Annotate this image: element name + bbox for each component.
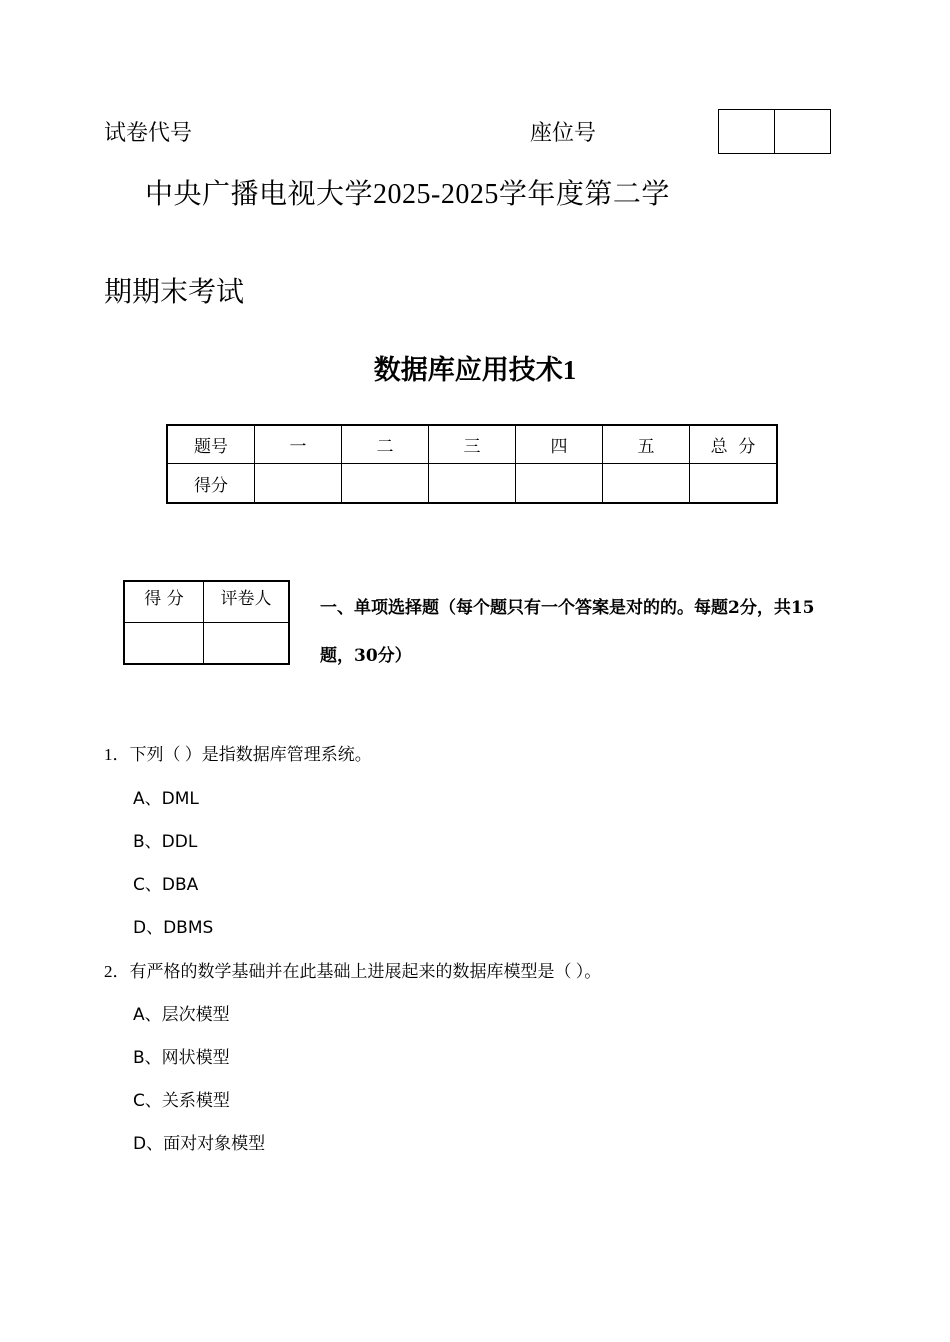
grader-name-label: 评卷人: [204, 581, 290, 623]
question-option: B、DDL: [133, 832, 198, 852]
score-summary-table: [166, 424, 778, 504]
score-table-header-row: [167, 425, 777, 464]
question-stem: 2．有严格的数学基础并在此基础上进展起来的数据库模型是（ ）。: [104, 962, 602, 981]
score-table-header-cell: 总 分: [690, 425, 778, 464]
score-entry-cell[interactable]: [603, 464, 690, 504]
grader-table: [123, 580, 290, 665]
question-option: C、DBA: [133, 875, 199, 895]
course-title: 数据库应用技术1: [373, 355, 577, 385]
exam-code-label: 试卷代号: [104, 121, 193, 146]
seat-number-cell[interactable]: [774, 110, 830, 153]
seat-number-label: 座位号: [530, 121, 597, 146]
score-table-header-cell: 一: [255, 425, 342, 464]
score-entry-cell[interactable]: [342, 464, 429, 504]
score-table-header-cell: 三: [429, 425, 516, 464]
score-entry-cell[interactable]: [690, 464, 778, 504]
score-table-header-cell: 四: [516, 425, 603, 464]
score-row-label: 得分: [167, 464, 255, 504]
grader-score-label: 得 分: [124, 581, 204, 623]
question-option: D、DBMS: [133, 918, 214, 938]
score-table-score-row: [167, 464, 777, 504]
question-stem: 1．下列（ ）是指数据库管理系统。: [104, 745, 372, 764]
score-table-header-cell: 五: [603, 425, 690, 464]
score-table-header-cell: 题号: [167, 425, 255, 464]
score-entry-cell[interactable]: [429, 464, 516, 504]
section-heading: 一、单项选择题（每个题只有一个答案是对的的。每题2分，共15题，30分）: [320, 598, 815, 666]
score-entry-cell[interactable]: [255, 464, 342, 504]
score-table-header-cell: 二: [342, 425, 429, 464]
score-entry-cell[interactable]: [516, 464, 603, 504]
exam-title-line-1: 中央广播电视大学2025-2025学年度第二学: [145, 179, 670, 210]
question-option: B、网状模型: [133, 1048, 230, 1068]
seat-number-box[interactable]: [718, 109, 831, 154]
question-option: C、关系模型: [133, 1091, 230, 1111]
question-option: A、层次模型: [133, 1005, 230, 1025]
seat-number-cell[interactable]: [719, 110, 774, 153]
exam-title-line-2: 期期末考试: [104, 277, 245, 308]
grader-name-cell[interactable]: [204, 623, 290, 665]
question-option: D、面对对象模型: [133, 1134, 266, 1154]
grader-score-cell[interactable]: [124, 623, 204, 665]
question-option: A、DML: [133, 789, 199, 809]
